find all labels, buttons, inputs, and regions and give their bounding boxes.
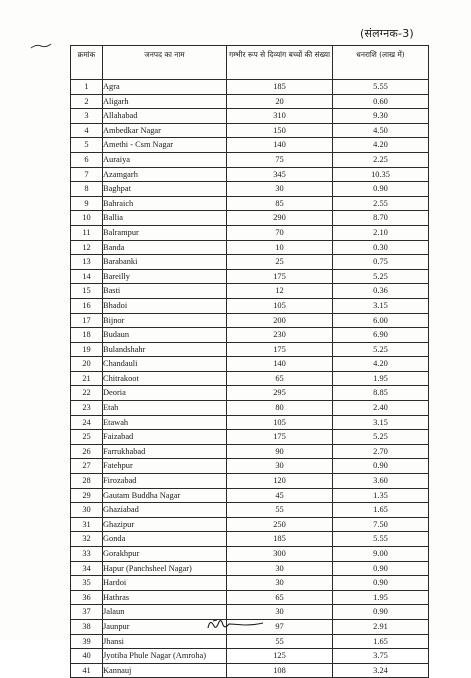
cell-district: Chitrakoot xyxy=(103,371,227,386)
cell-serial: 10 xyxy=(71,211,103,226)
cell-count: 12 xyxy=(227,284,333,299)
cell-count: 30 xyxy=(227,182,333,197)
table-row xyxy=(71,182,429,197)
cell-serial: 25 xyxy=(71,430,103,445)
cell-count: 120 xyxy=(227,474,333,489)
cell-count: 105 xyxy=(227,298,333,313)
cell-amount: 4.50 xyxy=(333,123,429,138)
cell-serial: 3 xyxy=(71,109,103,124)
cell-serial: 6 xyxy=(71,152,103,167)
cell-count: 300 xyxy=(227,547,333,562)
cell-count: 80 xyxy=(227,401,333,416)
cell-amount: 1.35 xyxy=(333,488,429,503)
cell-amount: 3.15 xyxy=(333,298,429,313)
cell-district: Ballia xyxy=(103,211,227,226)
cell-amount: 0.60 xyxy=(333,94,429,109)
cell-serial: 17 xyxy=(71,313,103,328)
cell-count: 140 xyxy=(227,138,333,153)
cell-serial: 35 xyxy=(71,576,103,591)
cell-amount: 0.90 xyxy=(333,576,429,591)
cell-district: Jyotiba Phule Nagar (Amroha) xyxy=(103,649,227,664)
cell-serial: 40 xyxy=(71,649,103,664)
cell-count: 90 xyxy=(227,444,333,459)
table-row xyxy=(71,196,429,211)
cell-serial: 5 xyxy=(71,138,103,153)
cell-district: Hardoi xyxy=(103,576,227,591)
cell-district: Allahabad xyxy=(103,109,227,124)
cell-serial: 12 xyxy=(71,240,103,255)
cell-district: Ghaziabad xyxy=(103,503,227,518)
cell-amount: 1.95 xyxy=(333,371,429,386)
cell-count: 175 xyxy=(227,430,333,445)
cell-amount: 6.90 xyxy=(333,328,429,343)
cell-district: Baghpat xyxy=(103,182,227,197)
cell-count: 200 xyxy=(227,313,333,328)
cell-count: 30 xyxy=(227,576,333,591)
cell-amount: 3.75 xyxy=(333,649,429,664)
table-row xyxy=(71,240,429,255)
cell-serial: 30 xyxy=(71,503,103,518)
cell-amount: 2.40 xyxy=(333,401,429,416)
cell-serial: 1 xyxy=(71,80,103,95)
table-row xyxy=(71,225,429,240)
cell-serial: 26 xyxy=(71,444,103,459)
cell-count: 290 xyxy=(227,211,333,226)
cell-serial: 20 xyxy=(71,357,103,372)
cell-serial: 19 xyxy=(71,342,103,357)
cell-count: 70 xyxy=(227,225,333,240)
cell-count: 250 xyxy=(227,517,333,532)
cell-count: 45 xyxy=(227,488,333,503)
cell-serial: 27 xyxy=(71,459,103,474)
cell-count: 140 xyxy=(227,357,333,372)
cell-district: Jhansi xyxy=(103,634,227,649)
cell-district: Jalaun xyxy=(103,605,227,620)
cell-amount: 3.15 xyxy=(333,415,429,430)
cell-amount: 1.65 xyxy=(333,503,429,518)
cell-count: 97 xyxy=(227,619,333,634)
cell-serial: 38 xyxy=(71,619,103,634)
table-row xyxy=(71,284,429,299)
table-row xyxy=(71,401,429,416)
cell-serial: 31 xyxy=(71,517,103,532)
cell-district: Etawah xyxy=(103,415,227,430)
cell-district: Ambedkar Nagar xyxy=(103,123,227,138)
cell-amount: 2.91 xyxy=(333,619,429,634)
table-row xyxy=(71,138,429,153)
cell-amount: 3.24 xyxy=(333,663,429,678)
table-row xyxy=(71,459,429,474)
cell-amount: 4.20 xyxy=(333,138,429,153)
table-row xyxy=(71,488,429,503)
cell-district: Deoria xyxy=(103,386,227,401)
table-row xyxy=(71,503,429,518)
cell-count: 175 xyxy=(227,269,333,284)
cell-amount: 8.70 xyxy=(333,211,429,226)
table-row xyxy=(71,211,429,226)
cell-count: 65 xyxy=(227,590,333,605)
table-row xyxy=(71,167,429,182)
cell-amount: 0.36 xyxy=(333,284,429,299)
cell-district: Balrampur xyxy=(103,225,227,240)
cell-district: Farrukhabad xyxy=(103,444,227,459)
table-row xyxy=(71,298,429,313)
cell-district: Gorakhpur xyxy=(103,547,227,562)
cell-district: Kannauj xyxy=(103,663,227,678)
cell-serial: 33 xyxy=(71,547,103,562)
cell-amount: 2.55 xyxy=(333,196,429,211)
table-row xyxy=(71,430,429,445)
cell-serial: 18 xyxy=(71,328,103,343)
cell-serial: 7 xyxy=(71,167,103,182)
cell-serial: 9 xyxy=(71,196,103,211)
cell-serial: 23 xyxy=(71,401,103,416)
cell-serial: 24 xyxy=(71,415,103,430)
cell-count: 65 xyxy=(227,371,333,386)
cell-district: Azamgarh xyxy=(103,167,227,182)
column-header-serial: क्रमांक xyxy=(71,46,103,80)
cell-district: Budaun xyxy=(103,328,227,343)
pen-mark-icon xyxy=(30,40,52,52)
table-row xyxy=(71,269,429,284)
table-row xyxy=(71,649,429,664)
cell-district: Bijnor xyxy=(103,313,227,328)
cell-amount: 0.75 xyxy=(333,255,429,270)
cell-amount: 6.00 xyxy=(333,313,429,328)
table-row xyxy=(71,444,429,459)
cell-district: Auraiya xyxy=(103,152,227,167)
cell-district: Hapur (Panchsheel Nagar) xyxy=(103,561,227,576)
cell-district: Jaunpur xyxy=(103,619,227,634)
cell-amount: 0.90 xyxy=(333,182,429,197)
cell-serial: 15 xyxy=(71,284,103,299)
cell-district: Amethi - Csm Nagar xyxy=(103,138,227,153)
cell-serial: 16 xyxy=(71,298,103,313)
cell-amount: 5.55 xyxy=(333,80,429,95)
cell-count: 105 xyxy=(227,415,333,430)
cell-count: 85 xyxy=(227,196,333,211)
cell-amount: 0.30 xyxy=(333,240,429,255)
cell-amount: 0.90 xyxy=(333,561,429,576)
cell-count: 30 xyxy=(227,605,333,620)
cell-amount: 1.95 xyxy=(333,590,429,605)
cell-count: 20 xyxy=(227,94,333,109)
cell-district: Gonda xyxy=(103,532,227,547)
cell-amount: 2.25 xyxy=(333,152,429,167)
cell-amount: 1.65 xyxy=(333,634,429,649)
table-row xyxy=(71,371,429,386)
cell-count: 345 xyxy=(227,167,333,182)
cell-count: 185 xyxy=(227,532,333,547)
cell-district: Ghazipur xyxy=(103,517,227,532)
cell-count: 25 xyxy=(227,255,333,270)
cell-district: Etah xyxy=(103,401,227,416)
cell-district: Basti xyxy=(103,284,227,299)
cell-count: 150 xyxy=(227,123,333,138)
cell-amount: 5.55 xyxy=(333,532,429,547)
cell-amount: 5.25 xyxy=(333,269,429,284)
cell-district: Aligarh xyxy=(103,94,227,109)
table-row xyxy=(71,123,429,138)
table-row xyxy=(71,386,429,401)
cell-amount: 7.50 xyxy=(333,517,429,532)
table-row xyxy=(71,357,429,372)
cell-serial: 2 xyxy=(71,94,103,109)
cell-amount: 8.85 xyxy=(333,386,429,401)
cell-serial: 28 xyxy=(71,474,103,489)
cell-serial: 39 xyxy=(71,634,103,649)
cell-amount: 5.25 xyxy=(333,430,429,445)
cell-amount: 9.30 xyxy=(333,109,429,124)
table-row xyxy=(71,634,429,649)
cell-count: 10 xyxy=(227,240,333,255)
cell-serial: 22 xyxy=(71,386,103,401)
cell-amount: 4.20 xyxy=(333,357,429,372)
cell-count: 55 xyxy=(227,634,333,649)
table-row xyxy=(71,517,429,532)
cell-district: Firozabad xyxy=(103,474,227,489)
cell-count: 108 xyxy=(227,663,333,678)
cell-count: 125 xyxy=(227,649,333,664)
cell-district: Fatehpur xyxy=(103,459,227,474)
table-header-row xyxy=(71,46,429,80)
cell-count: 310 xyxy=(227,109,333,124)
cell-count: 30 xyxy=(227,459,333,474)
cell-district: Banda xyxy=(103,240,227,255)
cell-district: Bahraich xyxy=(103,196,227,211)
cell-count: 30 xyxy=(227,561,333,576)
table-row xyxy=(71,328,429,343)
table-row xyxy=(71,152,429,167)
column-header-amount: धनराशि (लाख में) xyxy=(333,46,429,80)
cell-amount: 3.60 xyxy=(333,474,429,489)
cell-serial: 11 xyxy=(71,225,103,240)
table-row xyxy=(71,80,429,95)
table-row xyxy=(71,532,429,547)
cell-amount: 10.35 xyxy=(333,167,429,182)
cell-district: Bareilly xyxy=(103,269,227,284)
cell-serial: 14 xyxy=(71,269,103,284)
table-row xyxy=(71,590,429,605)
cell-district: Faizabad xyxy=(103,430,227,445)
cell-district: Barabanki xyxy=(103,255,227,270)
cell-serial: 8 xyxy=(71,182,103,197)
table-row xyxy=(71,109,429,124)
cell-serial: 41 xyxy=(71,663,103,678)
cell-serial: 13 xyxy=(71,255,103,270)
cell-count: 230 xyxy=(227,328,333,343)
cell-serial: 34 xyxy=(71,561,103,576)
cell-district: Chandauli xyxy=(103,357,227,372)
table-row xyxy=(71,547,429,562)
cell-district: Hathras xyxy=(103,590,227,605)
table-row xyxy=(71,94,429,109)
cell-amount: 9.00 xyxy=(333,547,429,562)
table-body xyxy=(71,80,429,678)
district-allocation-table xyxy=(70,45,429,678)
cell-amount: 0.90 xyxy=(333,459,429,474)
signature-icon xyxy=(205,616,265,632)
table-row xyxy=(71,561,429,576)
cell-serial: 4 xyxy=(71,123,103,138)
cell-count: 185 xyxy=(227,80,333,95)
cell-district: Agra xyxy=(103,80,227,95)
table-row xyxy=(71,474,429,489)
column-header-district: जनपद का नाम xyxy=(103,46,227,80)
table-row xyxy=(71,255,429,270)
cell-amount: 2.10 xyxy=(333,225,429,240)
cell-district: Bulandshahr xyxy=(103,342,227,357)
cell-district: Gautam Buddha Nagar xyxy=(103,488,227,503)
table-row xyxy=(71,342,429,357)
cell-serial: 37 xyxy=(71,605,103,620)
cell-amount: 5.25 xyxy=(333,342,429,357)
cell-count: 55 xyxy=(227,503,333,518)
column-header-count: गम्भीर रूप से दिव्यांग बच्चों की संख्या xyxy=(227,46,333,80)
cell-count: 175 xyxy=(227,342,333,357)
cell-count: 295 xyxy=(227,386,333,401)
table-row xyxy=(71,313,429,328)
cell-serial: 32 xyxy=(71,532,103,547)
cell-serial: 21 xyxy=(71,371,103,386)
cell-amount: 0.90 xyxy=(333,605,429,620)
table-row xyxy=(71,576,429,591)
cell-serial: 29 xyxy=(71,488,103,503)
annexure-label: (संलग्नक-3) xyxy=(360,27,414,40)
cell-count: 75 xyxy=(227,152,333,167)
cell-district: Bhadoi xyxy=(103,298,227,313)
cell-amount: 2.70 xyxy=(333,444,429,459)
table-row xyxy=(71,415,429,430)
cell-serial: 36 xyxy=(71,590,103,605)
table-row xyxy=(71,663,429,678)
